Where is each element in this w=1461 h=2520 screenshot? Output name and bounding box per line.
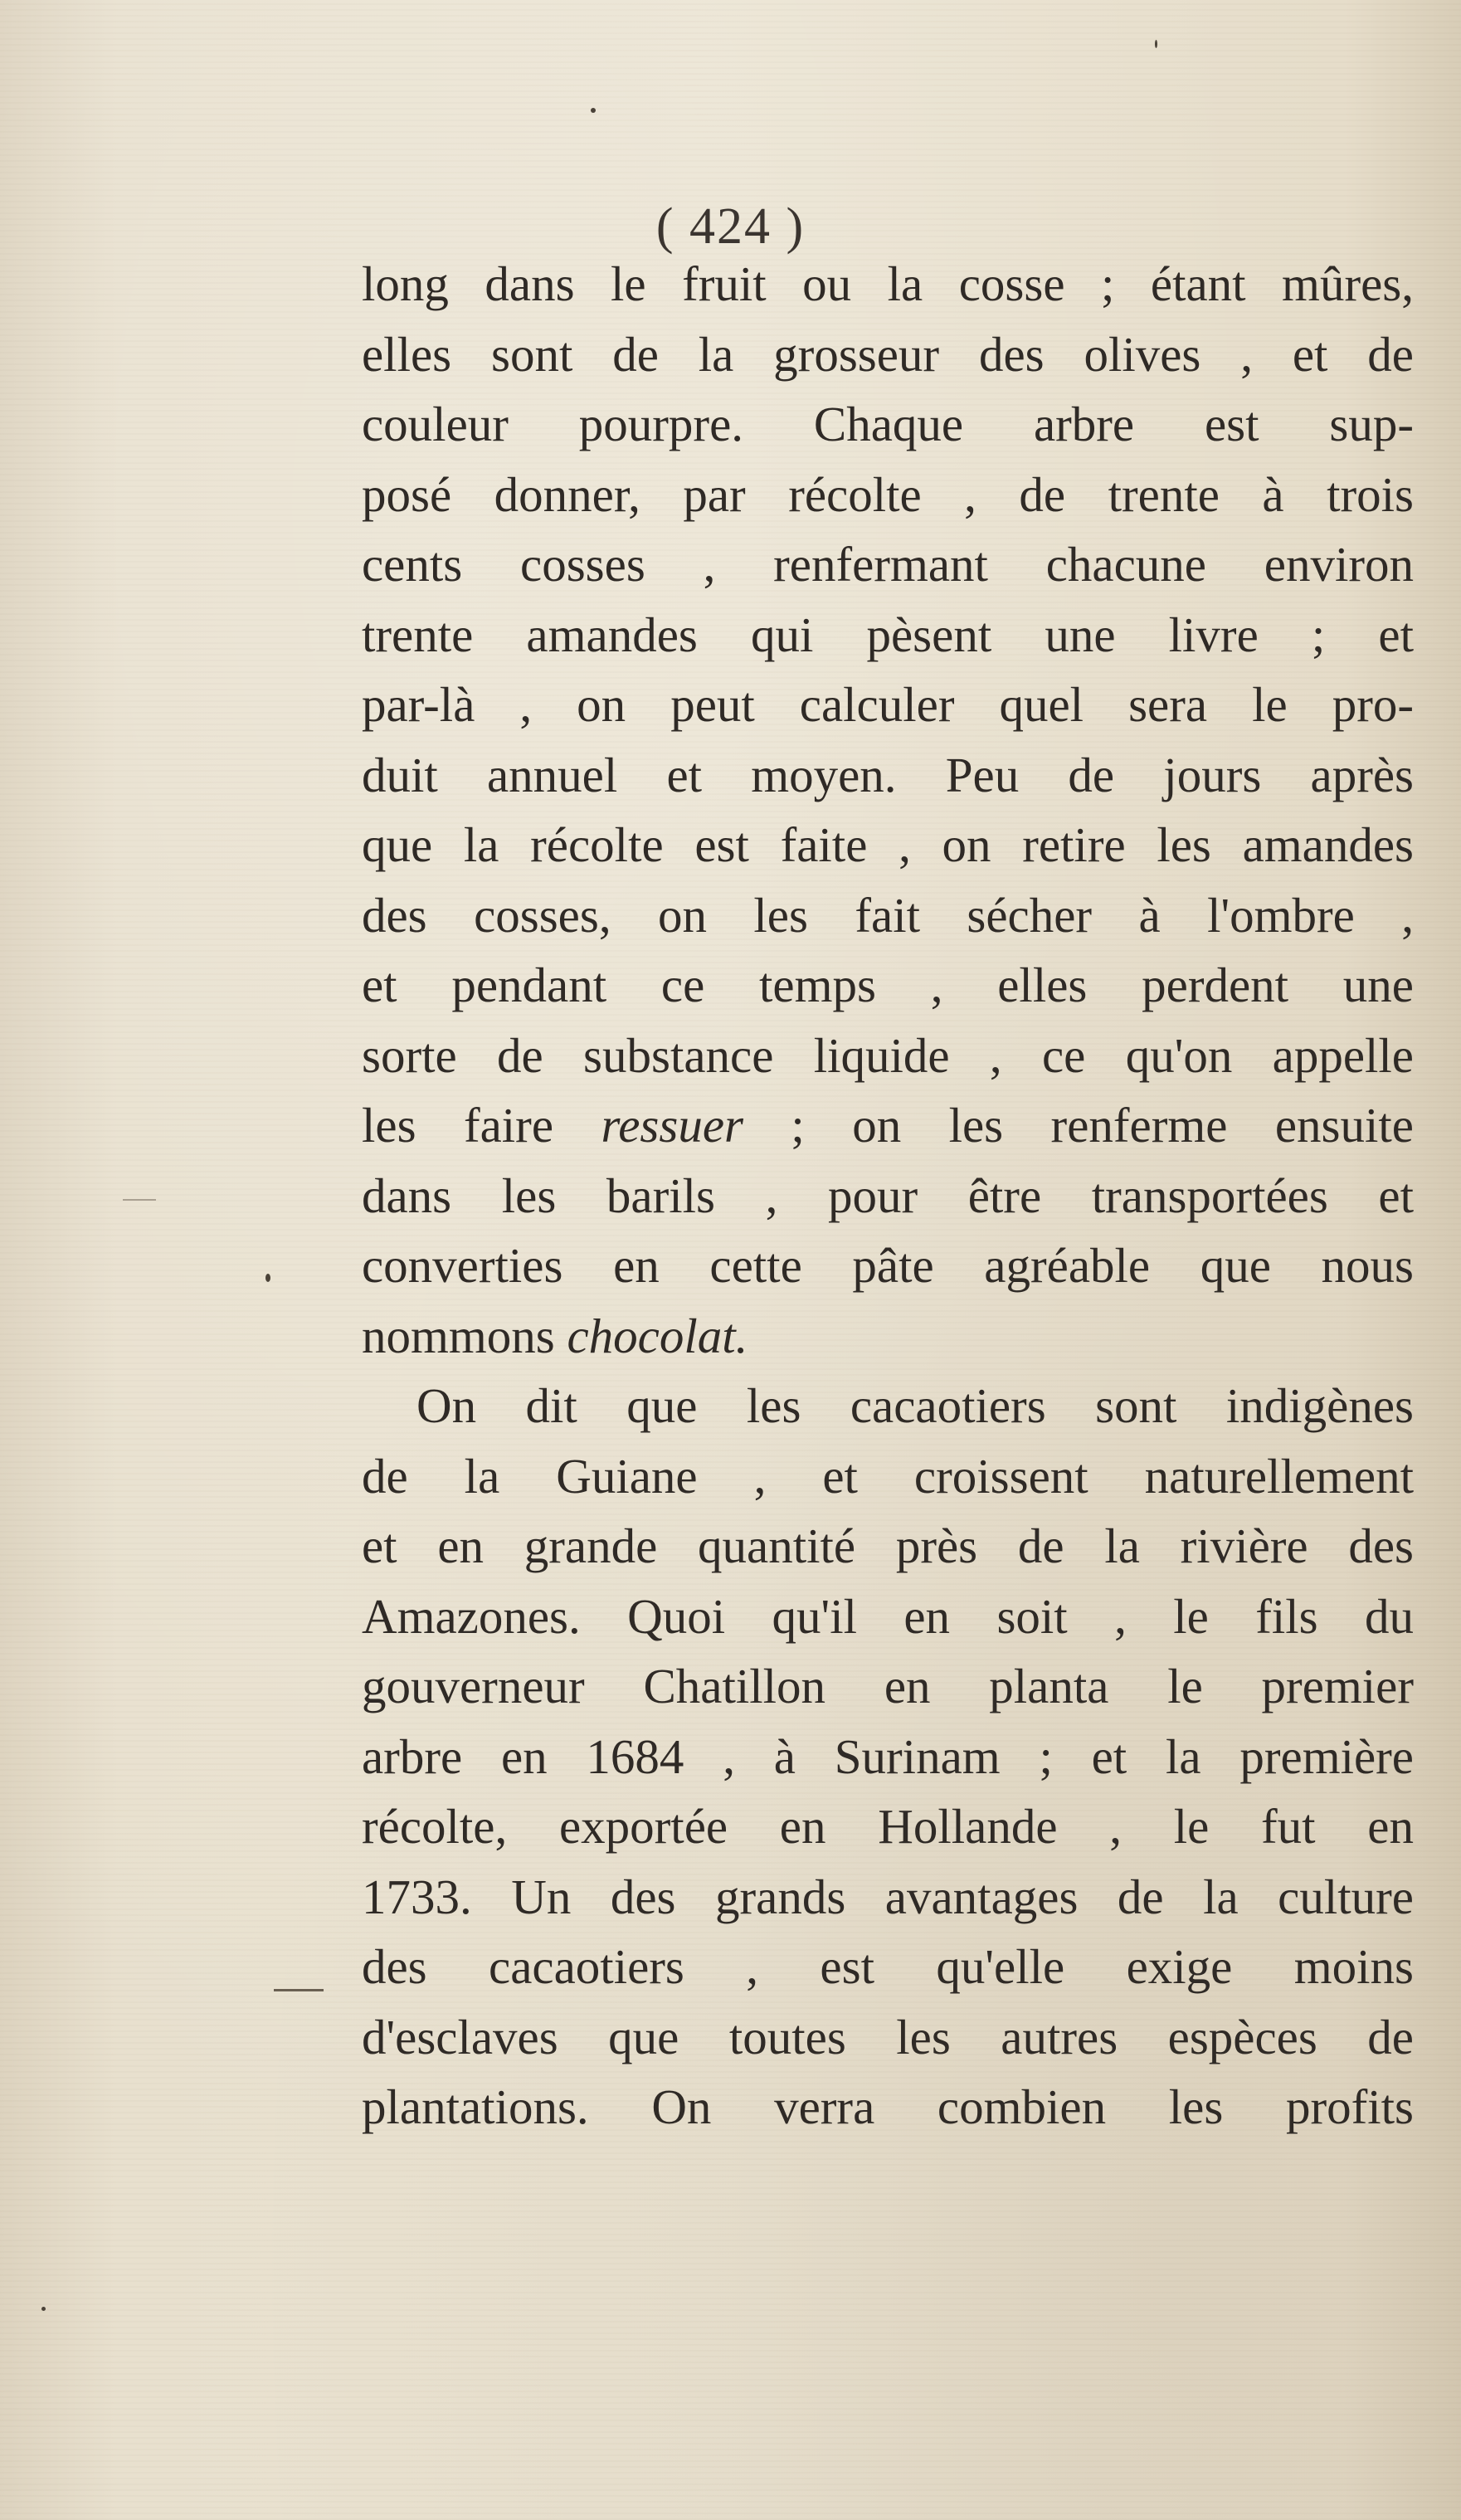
text-line: elles sont de la grosseur des olives , et de — [362, 326, 1414, 382]
text-line: des cacaotiers , est qu'elle exige moins — [362, 1939, 1414, 1994]
text-line: gouverneur Chatillon en planta le premier — [362, 1659, 1414, 1713]
text-line: posé donner, par récolte , de trente à trois — [362, 466, 1414, 522]
text-line: que la récolte est faite , on retire les amandes — [362, 817, 1414, 872]
page-number: ( 424 ) — [655, 198, 806, 255]
text-line: par-là , on peut calculer quel sera le pro- — [362, 677, 1414, 732]
text-line: des cosses, on les fait sécher à l'ombre , — [362, 887, 1414, 943]
text-line: récolte, exportée en Hollande , le fut en — [362, 1799, 1414, 1854]
text-line: et en grande quantité près de la rivière des — [362, 1518, 1414, 1573]
text-line: couleur pourpre. Chaque arbre est sup- — [362, 397, 1414, 451]
text-line-paragraph-start: On dit que les cacaotiers sont indigènes — [416, 1378, 1414, 1433]
text-line: d'esclaves que toutes les autres espèces de — [362, 2009, 1414, 2064]
text-line: long dans le fruit ou la cosse ; étant mûres, — [362, 256, 1414, 311]
text-line-ressuer — [362, 1090, 1414, 1161]
text-line: dans les barils , pour être transportées et — [362, 1167, 1414, 1223]
text-line: Amazones. Quoi qu'il en soit , le fils du — [362, 1588, 1414, 1644]
margin-dash — [123, 1199, 156, 1201]
text-line: sorte de substance liquide , ce qu'on appelle — [362, 1027, 1414, 1083]
text-line: trente amandes qui pèsent une livre ; et — [362, 607, 1414, 662]
ink-speck — [41, 2307, 46, 2311]
text-line: duit annuel et moyen. Peu de jours après — [362, 747, 1414, 802]
text-fragment: les faire — [362, 1098, 601, 1153]
text-line: plantations. On verra combien les profits — [362, 2079, 1414, 2134]
text-line: arbre en 1684 , à Surinam ; et la première — [362, 1728, 1414, 1784]
body-text — [362, 249, 1414, 2142]
text-line: converties en cette pâte agréable que nous — [362, 1238, 1414, 1293]
text-line: 1733. Un des grands avantages de la culture — [362, 1869, 1414, 1924]
text-fragment: ; on les renferme ensuite — [743, 1098, 1414, 1153]
ink-speck — [1155, 40, 1157, 48]
text-fragment: nommons — [362, 1308, 567, 1363]
text-line-chocolat — [362, 1301, 1414, 1372]
italic-word: ressuer — [601, 1098, 743, 1153]
margin-dash — [274, 1989, 324, 1991]
italic-word: chocolat. — [567, 1308, 748, 1363]
text-line: et pendant ce temps , elles perdent une — [362, 958, 1414, 1012]
text-line: cents cosses , renfermant chacune environ — [362, 537, 1414, 592]
ink-speck — [265, 1274, 270, 1282]
ink-speck — [591, 108, 596, 113]
text-line: de la Guiane , et croissent naturellement — [362, 1448, 1414, 1504]
